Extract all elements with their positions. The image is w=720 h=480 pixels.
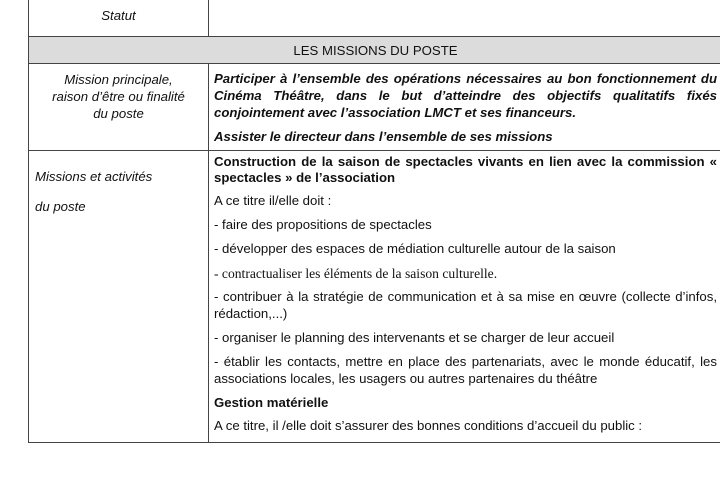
mission-principale-text [209,64,720,151]
statut-label: Statut [29,0,209,37]
mission-principale-label-line: du poste [93,105,144,121]
list-item: - organiser le planning des intervenants et se charger de leur accueil [214,330,615,346]
mission-paragraph: Assister le directeur dans l’ensemble de ses missions [214,128,553,144]
missions-activites-row [29,150,720,442]
list-item: - contractualiser les éléments de la saison culturelle. [214,266,498,282]
mission-principale-label [29,64,209,151]
list-item: - faire des propositions de spectacles [214,217,432,233]
job-description-table [28,0,720,443]
mission-paragraph: Participer à l’ensemble des opérations nécessaires au bon fonctionnement du Cinéma Théâtre, dans le but d’atteindre des objectifs qualitatifs fixés conjointement avec l’association LMCT et ses financeurs. [214,71,717,120]
section-title: LES MISSIONS DU POSTE [29,37,720,64]
missions-activites-content [209,150,720,442]
list-item: - développer des espaces de médiation culturelle autour de la saison [214,241,616,257]
section-header-row [29,37,720,64]
gestion-intro: A ce titre, il /elle doit s’assurer des bonnes conditions d’accueil du public : [214,417,643,433]
missions-heading: Construction de la saison de spectacles vivants en lien avec la commission « spectacles » de l’association [214,153,717,186]
mission-principale-row [29,64,720,151]
mission-principale-label-line: raison d’être ou finalité [52,88,185,104]
statut-value [209,0,720,37]
missions-label-line: du poste [35,199,86,215]
missions-intro: A ce titre il/elle doit : [214,193,332,209]
mission-principale-label-line: Mission principale, [64,72,173,87]
missions-label-line: Missions et activités [35,168,153,184]
gestion-heading: Gestion matérielle [214,394,329,410]
missions-activites-label [29,150,209,442]
list-item: - contribuer à la stratégie de communication et à sa mise en œuvre (collecte d’infos, rédaction,...) [214,289,717,322]
statut-row [29,0,720,37]
list-item: - établir les contacts, mettre en place des partenariats, avec le monde éducatif, les associations locales, les usagers ou autres partenaires du théâtre [214,354,717,386]
